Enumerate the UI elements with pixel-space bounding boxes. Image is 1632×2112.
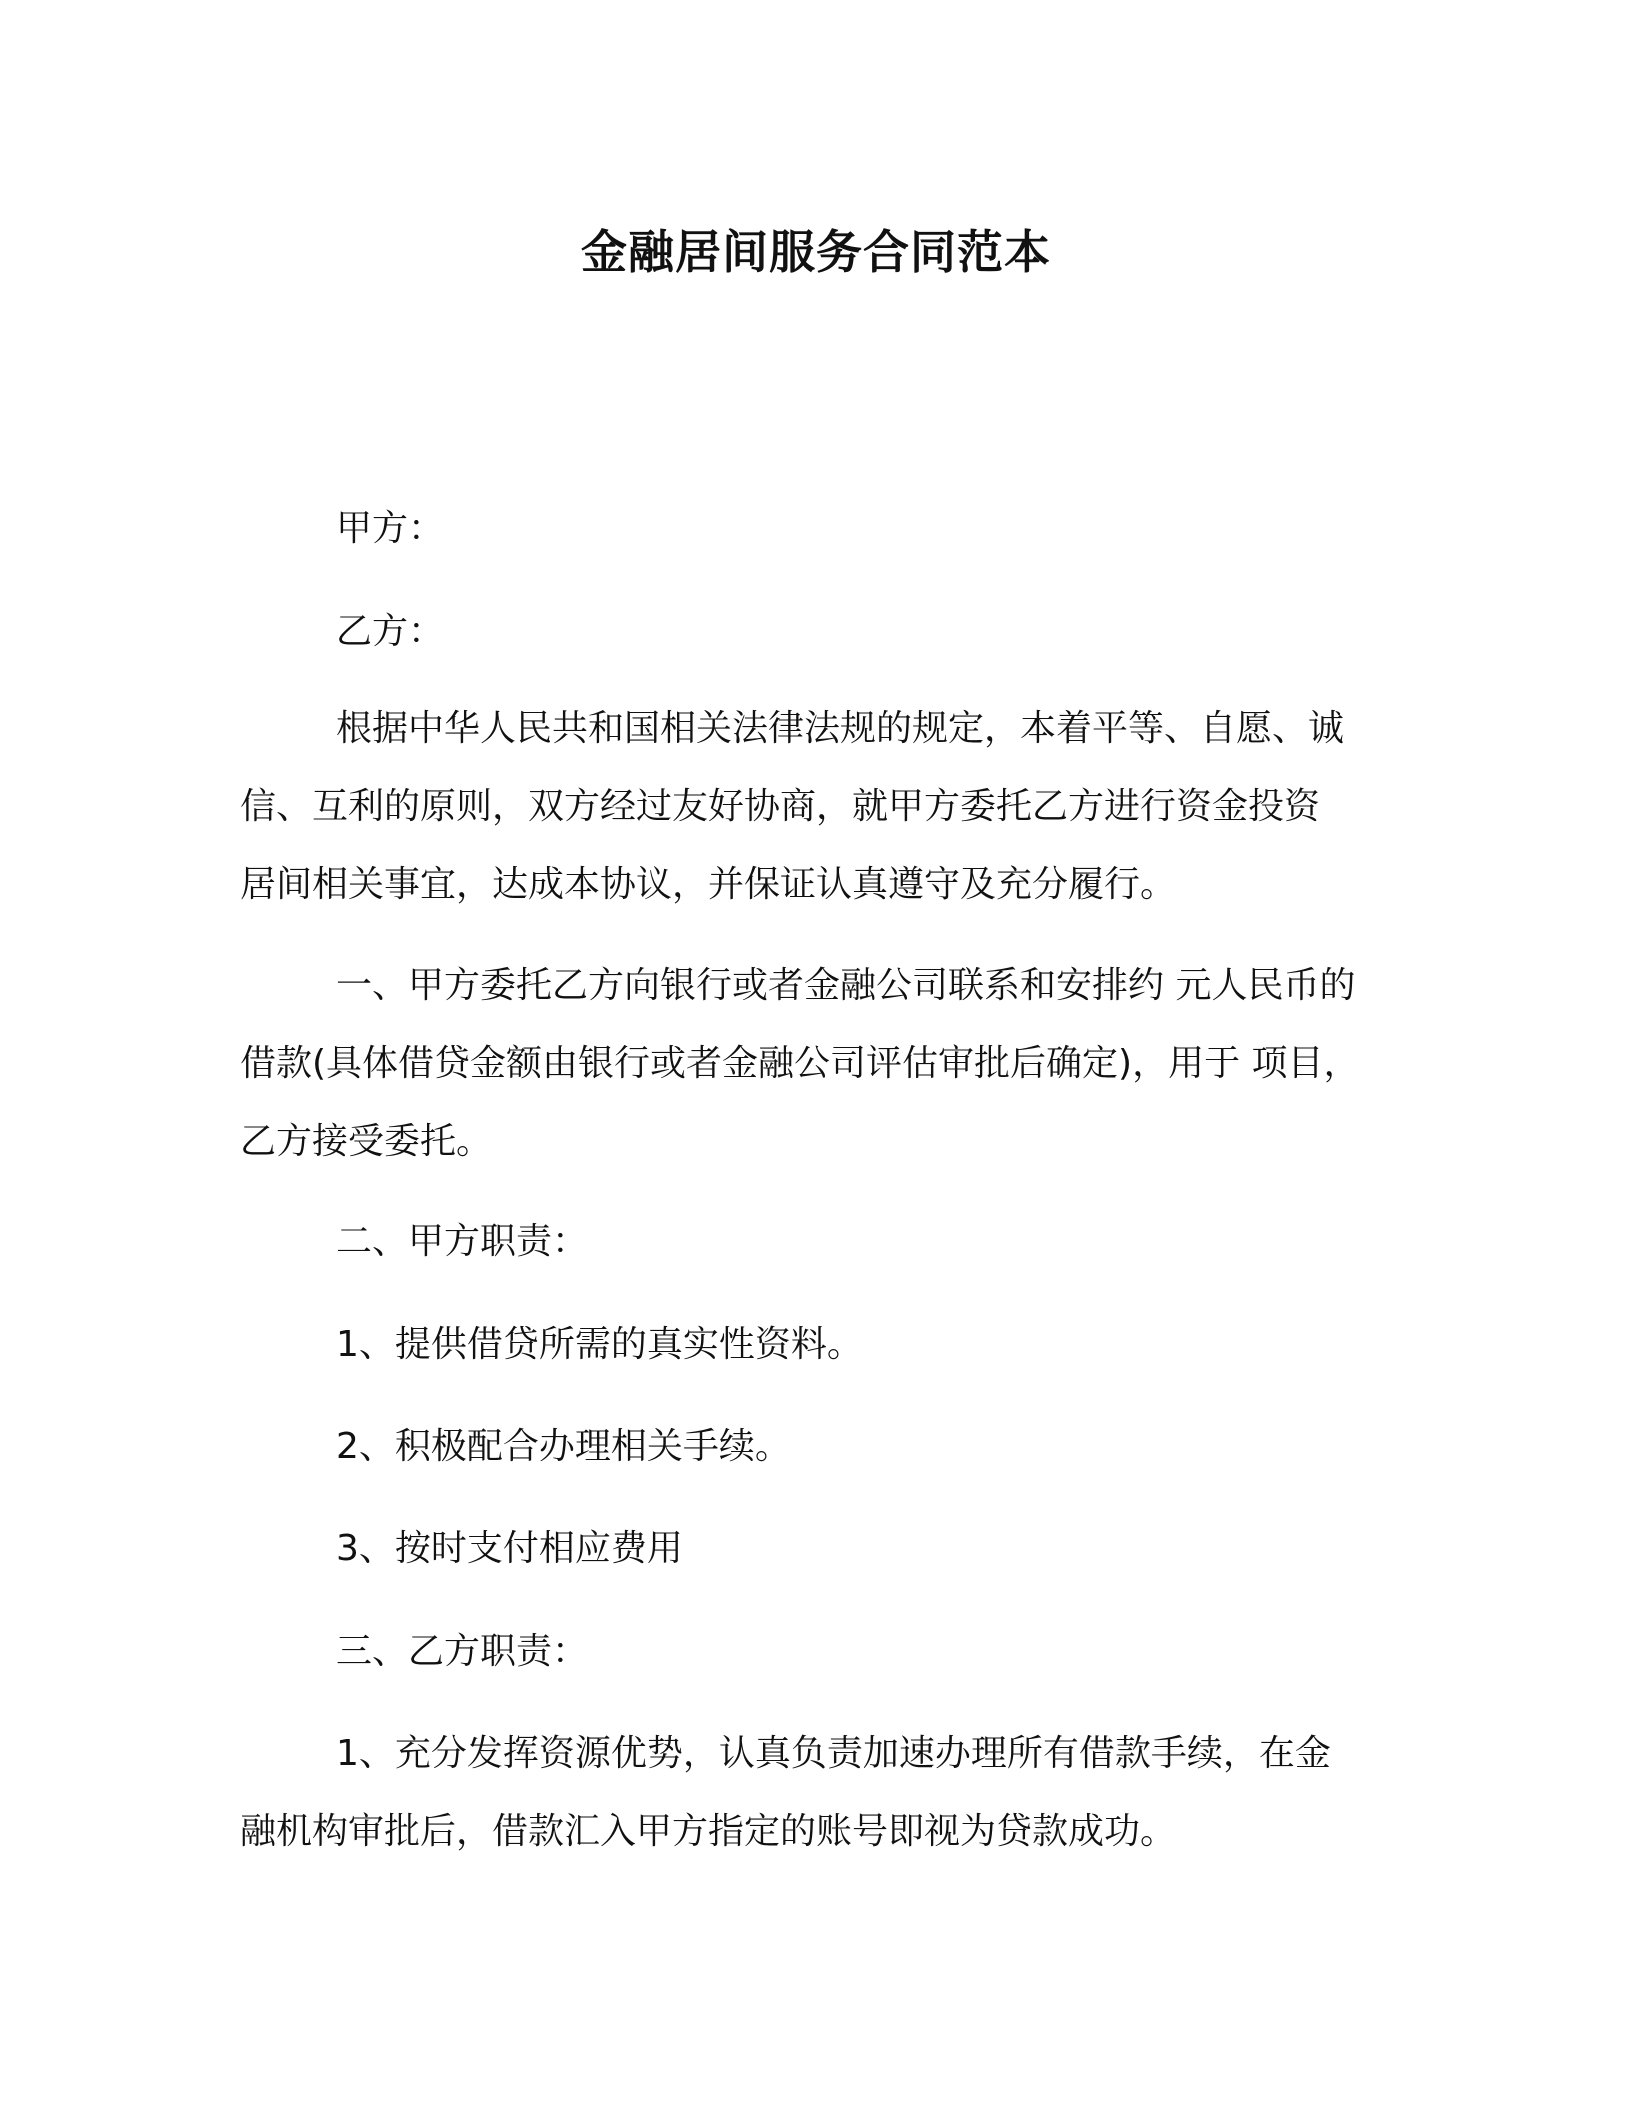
clause-1-line-3: 乙方接受委托。 (240, 1121, 493, 1162)
intro-paragraph (240, 690, 1392, 924)
party-a-text: 甲方： (336, 508, 445, 549)
clause-3-heading (240, 1613, 1392, 1691)
party-b-text: 乙方： (336, 611, 445, 652)
clause-3-item-1-line-2: 融机构审批后，借款汇入甲方指定的账号即视为贷款成功。 (240, 1811, 1177, 1852)
clause-3-item-1-line-1: 1、充分发挥资源优势，认真负责加速办理所有借款手续，在金 (336, 1733, 1331, 1774)
clause-2-item-1 (240, 1306, 1392, 1384)
clause-1-paragraph (240, 947, 1392, 1181)
party-b-label (240, 593, 1392, 671)
clause-3-item-1 (240, 1715, 1392, 1871)
clause-2-heading (240, 1203, 1392, 1281)
clause-2-item-2 (240, 1408, 1392, 1486)
clause-1-line-2: 借款(具体借贷金额由银行或者金融公司评估审批后确定)，用于 项目， (240, 1043, 1360, 1084)
clause-2-heading-text: 二、甲方职责： (336, 1221, 589, 1262)
party-a-label (240, 490, 1392, 568)
clause-2-item-3 (240, 1510, 1392, 1588)
document-title: 金融居间服务合同范本 (581, 225, 1051, 279)
clause-3-heading-text: 三、乙方职责： (336, 1631, 589, 1672)
intro-line-2: 信、互利的原则，双方经过友好协商，就甲方委托乙方进行资金投资 (240, 786, 1321, 827)
clause-2-item-3-text: 3、按时支付相应费用 (336, 1528, 683, 1569)
clause-2-item-2-text: 2、积极配合办理相关手续。 (336, 1426, 791, 1467)
intro-line-3: 居间相关事宜，达成本协议，并保证认真遵守及充分履行。 (240, 864, 1177, 905)
clause-2-item-1-text: 1、提供借贷所需的真实性资料。 (336, 1324, 863, 1365)
intro-line-1: 根据中华人民共和国相关法律法规的规定，本着平等、自愿、诚 (336, 708, 1345, 749)
clause-1-line-1: 一、甲方委托乙方向银行或者金融公司联系和安排约 元人民币的 (336, 965, 1356, 1006)
